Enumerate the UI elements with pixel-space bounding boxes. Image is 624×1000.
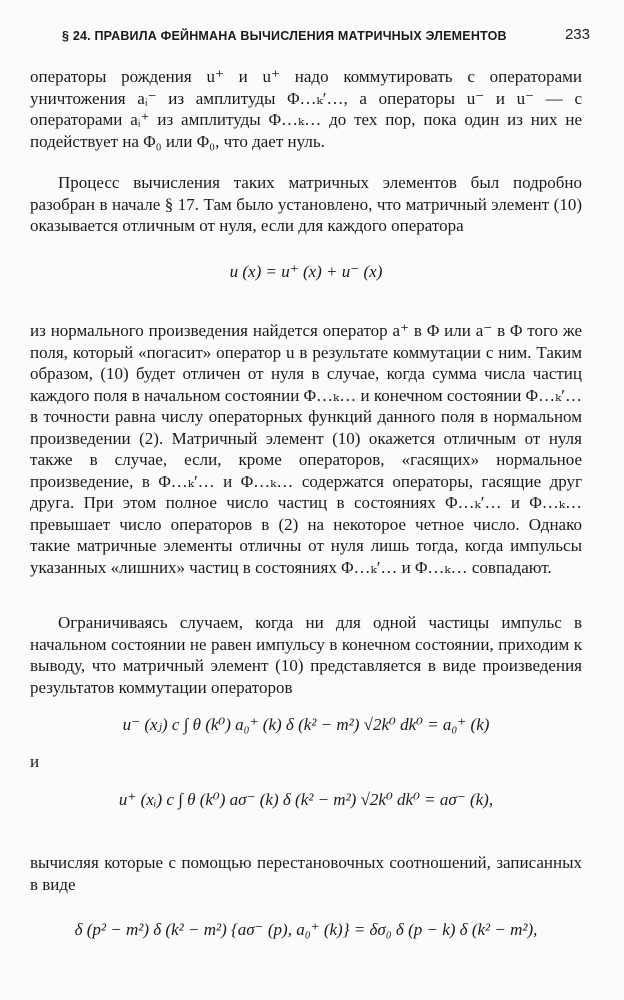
paragraph-block-5 (30, 852, 582, 895)
paragraph-block-4 (30, 612, 582, 698)
paragraph-3: из нормального произведения найдется оператор a⁺ в Φ или a⁻ в Φ того же поля, который «погасит» оператор u в результате коммутации с ним. Таким образом, (10) будет отличен от нуля в случае, когда сумма числа частиц каждого поля в начальном состоянии Φ…ₖ… и конечном состоянии Φ…ₖ′… в точности равна числу операторных функций данного поля в нормальном произведении (2). Матричный элемент (10) окажется отличным от нуля также в случае, если, кроме операторов, «гасящих» нормальное произведение, в Φ…ₖ′… и Φ…ₖ… содержатся операторы, гасящие друг друга. При этом полное число частиц в состояниях Φ…ₖ′… и Φ…ₖ… превышает число операторов в (2) на некоторое четное число. Однако такие матричные элементы отличны от нуля лишь тогда, когда импульсы указанных «лишних» частиц в состояниях Φ…ₖ′… и Φ…ₖ… совпадают. (30, 321, 582, 577)
formula-commutation-plus: u⁺ (xᵢ) c ∫ θ (k⁰) aσ⁻ (k) δ (k² − m²) √2k⁰ dk⁰ = aσ⁻ (k), (118, 790, 494, 809)
page-number: 233 (564, 26, 590, 43)
formula-anticommutator: δ (p² − m²) δ (k² − m²) {aσ⁻ (p), a₀⁺ (k)} = δσ₀ δ (p − k) δ (k² − m²), (74, 920, 538, 939)
paragraph-continuation (30, 66, 582, 152)
paragraph-1: операторы рождения u⁺ и u⁺ надо коммутировать с операторами уничтожения aᵢ⁻ из амплитуды Φ…ₖ′…, а операторы u⁻ и u⁻ — с операторами aᵢ⁺ из амплитуды Φ…ₖ… до тех пор, пока один из них не подействует на Φ₀ или Φ₀, что дает нуль. (30, 67, 582, 151)
running-header (62, 26, 590, 48)
conjunction-and: и (30, 752, 40, 771)
formula-field-decomposition: u (x) = u⁺ (x) + u⁻ (x) (229, 262, 383, 281)
paragraph-5: вычисляя которые с помощью перестановочных соотношений, записанных в виде (30, 853, 582, 894)
formula-commutation-minus: u⁻ (xⱼ) c ∫ θ (k⁰) a₀⁺ (k) δ (k² − m²) √2k⁰ dk⁰ = a₀⁺ (k) (122, 715, 490, 734)
paragraph-2: Процесс вычисления таких матричных элементов был подробно разобран в начале § 17. Там было установлено, что матричный элемент (10) оказывается отличным от нуля, если для каждого оператора (30, 173, 582, 235)
paragraph-4: Ограничиваясь случаем, когда ни для одной частицы импульс в начальном состоянии не равен импульсу в конечном состоянии, приходим к выводу, что матричный элемент (10) представляется в виде произведения результатов коммутации операторов (30, 613, 582, 697)
paragraph-block-3 (30, 320, 582, 578)
paragraph-block-2 (30, 172, 582, 237)
section-title: § 24. ПРАВИЛА ФЕЙНМАНА ВЫЧИСЛЕНИЯ МАТРИЧНЫХ ЭЛЕМЕНТОВ (62, 29, 507, 43)
